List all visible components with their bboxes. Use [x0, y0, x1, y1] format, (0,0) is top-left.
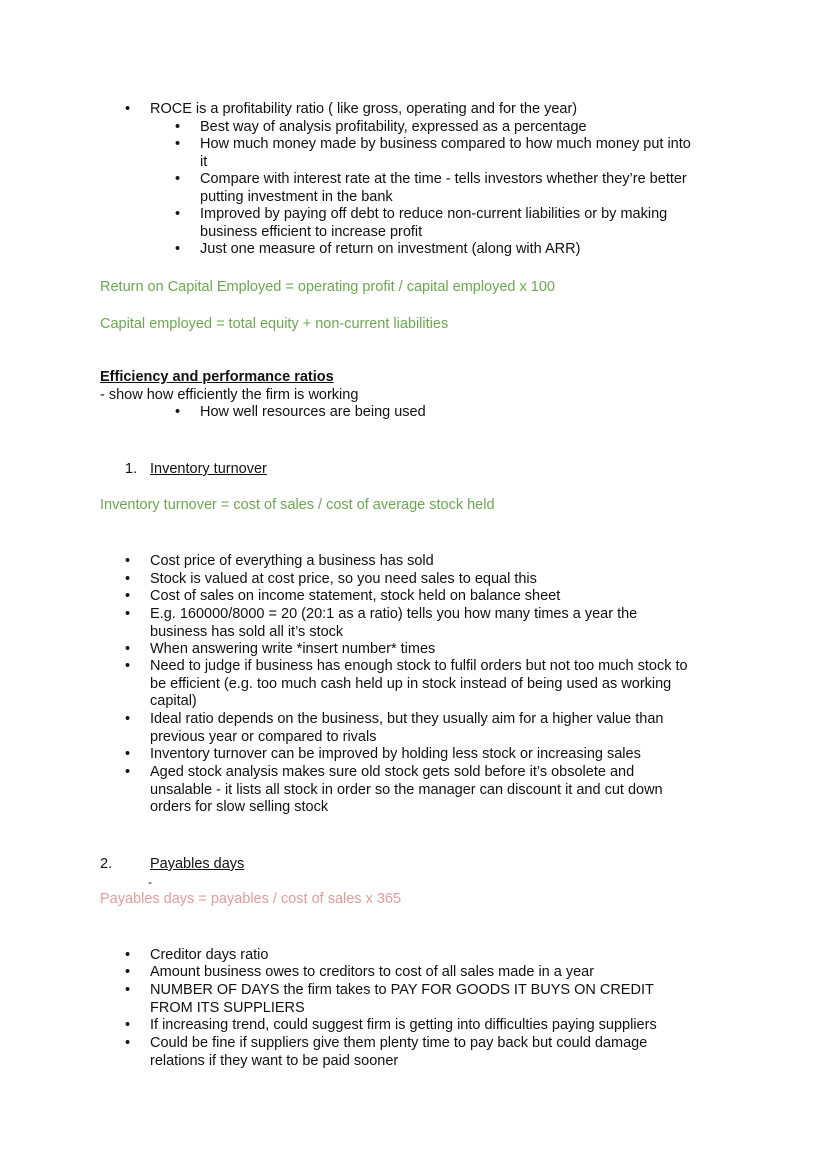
bullet-dot: •	[175, 171, 181, 187]
bullet-dot: •	[125, 571, 131, 587]
bullet-text-line: Need to judge if business has enough stock to fulfil orders but not too much stock to	[150, 658, 688, 674]
bullet-dot: •	[125, 764, 131, 780]
roce-formula: Return on Capital Employed = operating profit / capital employed x 100	[100, 279, 556, 295]
list-item	[175, 136, 691, 171]
bullet-dot: •	[125, 553, 131, 569]
list-item	[125, 711, 664, 746]
bullet-text-line: business has sold all it’s stock	[150, 623, 344, 640]
bullet-dot: •	[175, 404, 181, 420]
bullet-text-line: orders for slow selling stock	[150, 799, 329, 815]
list-item	[125, 571, 537, 589]
bullet-text-line: E.g. 160000/8000 = 20 (20:1 as a ratio) tells you how many times a year the	[150, 606, 638, 622]
payables-dash: -	[148, 875, 152, 889]
efficiency-sub-bullet	[175, 404, 426, 422]
bullet-text-line: business efficient to increase profit	[200, 223, 423, 240]
bullet-dot: •	[125, 1035, 131, 1051]
list-item	[125, 964, 595, 982]
bullet-dot: •	[125, 588, 131, 604]
bullet-dot: •	[125, 964, 131, 980]
list-item	[175, 241, 581, 259]
bullet-dot: •	[175, 241, 181, 257]
inventory-number: 1.	[125, 461, 138, 477]
bullet-text-line: Improved by paying off debt to reduce non-current liabilities or by making	[200, 206, 668, 222]
bullet-text-line: previous year or compared to rivals	[150, 728, 377, 745]
bullet-text-line: it	[200, 153, 208, 170]
bullet-text-line: NUMBER OF DAYS the firm takes to PAY FOR GOODS IT BUYS ON CREDIT	[150, 982, 654, 998]
bullet-text-line: putting investment in the bank	[200, 188, 393, 205]
list-item	[125, 982, 654, 1017]
bullet-text-line: How much money made by business compared to how much money put into	[200, 136, 691, 152]
bullet-dot: •	[125, 1017, 131, 1033]
efficiency-intro: - show how efficiently the firm is working	[100, 387, 359, 403]
bullet-text-line: Could be fine if suppliers give them plenty time to pay back but could damage	[150, 1035, 648, 1051]
bullet-text-line: FROM ITS SUPPLIERS	[150, 999, 305, 1016]
bullet-text-line: be efficient (e.g. too much cash held up in stock instead of being used as working	[150, 675, 672, 692]
list-item	[125, 606, 638, 641]
bullet-dot: •	[125, 641, 131, 657]
capital-employed-formula: Capital employed = total equity + non-current liabilities	[100, 316, 449, 332]
bullet-dot: •	[125, 658, 131, 674]
bullet-text-line: relations if they want to be paid sooner	[150, 1052, 399, 1069]
bullet-dot: •	[125, 982, 131, 998]
list-item	[125, 553, 434, 571]
bullet-text: ROCE is a profitability ratio ( like gross, operating and for the year)	[150, 101, 578, 117]
list-item	[175, 171, 687, 206]
payables-formula: Payables days = payables / cost of sales x 365	[100, 891, 402, 907]
bullet-dot: •	[125, 606, 131, 622]
bullet-dot: •	[175, 136, 181, 152]
bullet-text-line: Cost price of everything a business has sold	[150, 553, 434, 569]
roce-main-bullet	[125, 101, 578, 119]
bullet-dot: •	[125, 746, 131, 762]
bullet-dot: •	[125, 711, 131, 727]
payables-title: Payables days	[150, 856, 245, 872]
list-item	[125, 947, 269, 965]
inventory-formula: Inventory turnover = cost of sales / cost of average stock held	[100, 497, 495, 513]
bullet-text-line: Aged stock analysis makes sure old stock gets sold before it’s obsolete and	[150, 764, 635, 780]
bullet-text-line: Inventory turnover can be improved by holding less stock or increasing sales	[150, 746, 641, 762]
bullet-dot: •	[125, 947, 131, 963]
bullet-text-line: Compare with interest rate at the time - tells investors whether they’re better	[200, 171, 687, 187]
bullet-text: How well resources are being used	[200, 404, 426, 420]
bullet-text-line: When answering write *insert number* times	[150, 641, 436, 657]
bullet-text-line: If increasing trend, could suggest firm is getting into difficulties paying suppliers	[150, 1017, 657, 1033]
list-item	[125, 746, 641, 764]
list-item	[175, 206, 668, 241]
list-item	[175, 119, 587, 137]
list-item	[125, 1017, 657, 1035]
bullet-text-line: unsalable - it lists all stock in order so the manager can discount it and cut down	[150, 781, 663, 798]
list-item	[125, 588, 561, 606]
bullet-dot: •	[175, 119, 181, 135]
bullet-text-line: Creditor days ratio	[150, 947, 269, 963]
inventory-title: Inventory turnover	[150, 461, 267, 477]
payables-number: 2.	[100, 856, 113, 872]
bullet-text-line: capital)	[150, 693, 197, 709]
list-item	[125, 658, 688, 711]
efficiency-heading: Efficiency and performance ratios	[100, 369, 334, 385]
bullet-text-line: Ideal ratio depends on the business, but they usually aim for a higher value than	[150, 711, 664, 727]
list-item	[125, 1035, 648, 1070]
bullet-text-line: Amount business owes to creditors to cost of all sales made in a year	[150, 964, 595, 980]
bullet-text-line: Just one measure of return on investment (along with ARR)	[200, 241, 581, 257]
bullet-text-line: Stock is valued at cost price, so you need sales to equal this	[150, 571, 537, 587]
bullet-dot: •	[125, 101, 131, 117]
bullet-text-line: Cost of sales on income statement, stock held on balance sheet	[150, 588, 561, 604]
list-item	[125, 641, 436, 659]
bullet-text-line: Best way of analysis profitability, expressed as a percentage	[200, 119, 587, 135]
bullet-dot: •	[175, 206, 181, 222]
list-item	[125, 764, 663, 817]
